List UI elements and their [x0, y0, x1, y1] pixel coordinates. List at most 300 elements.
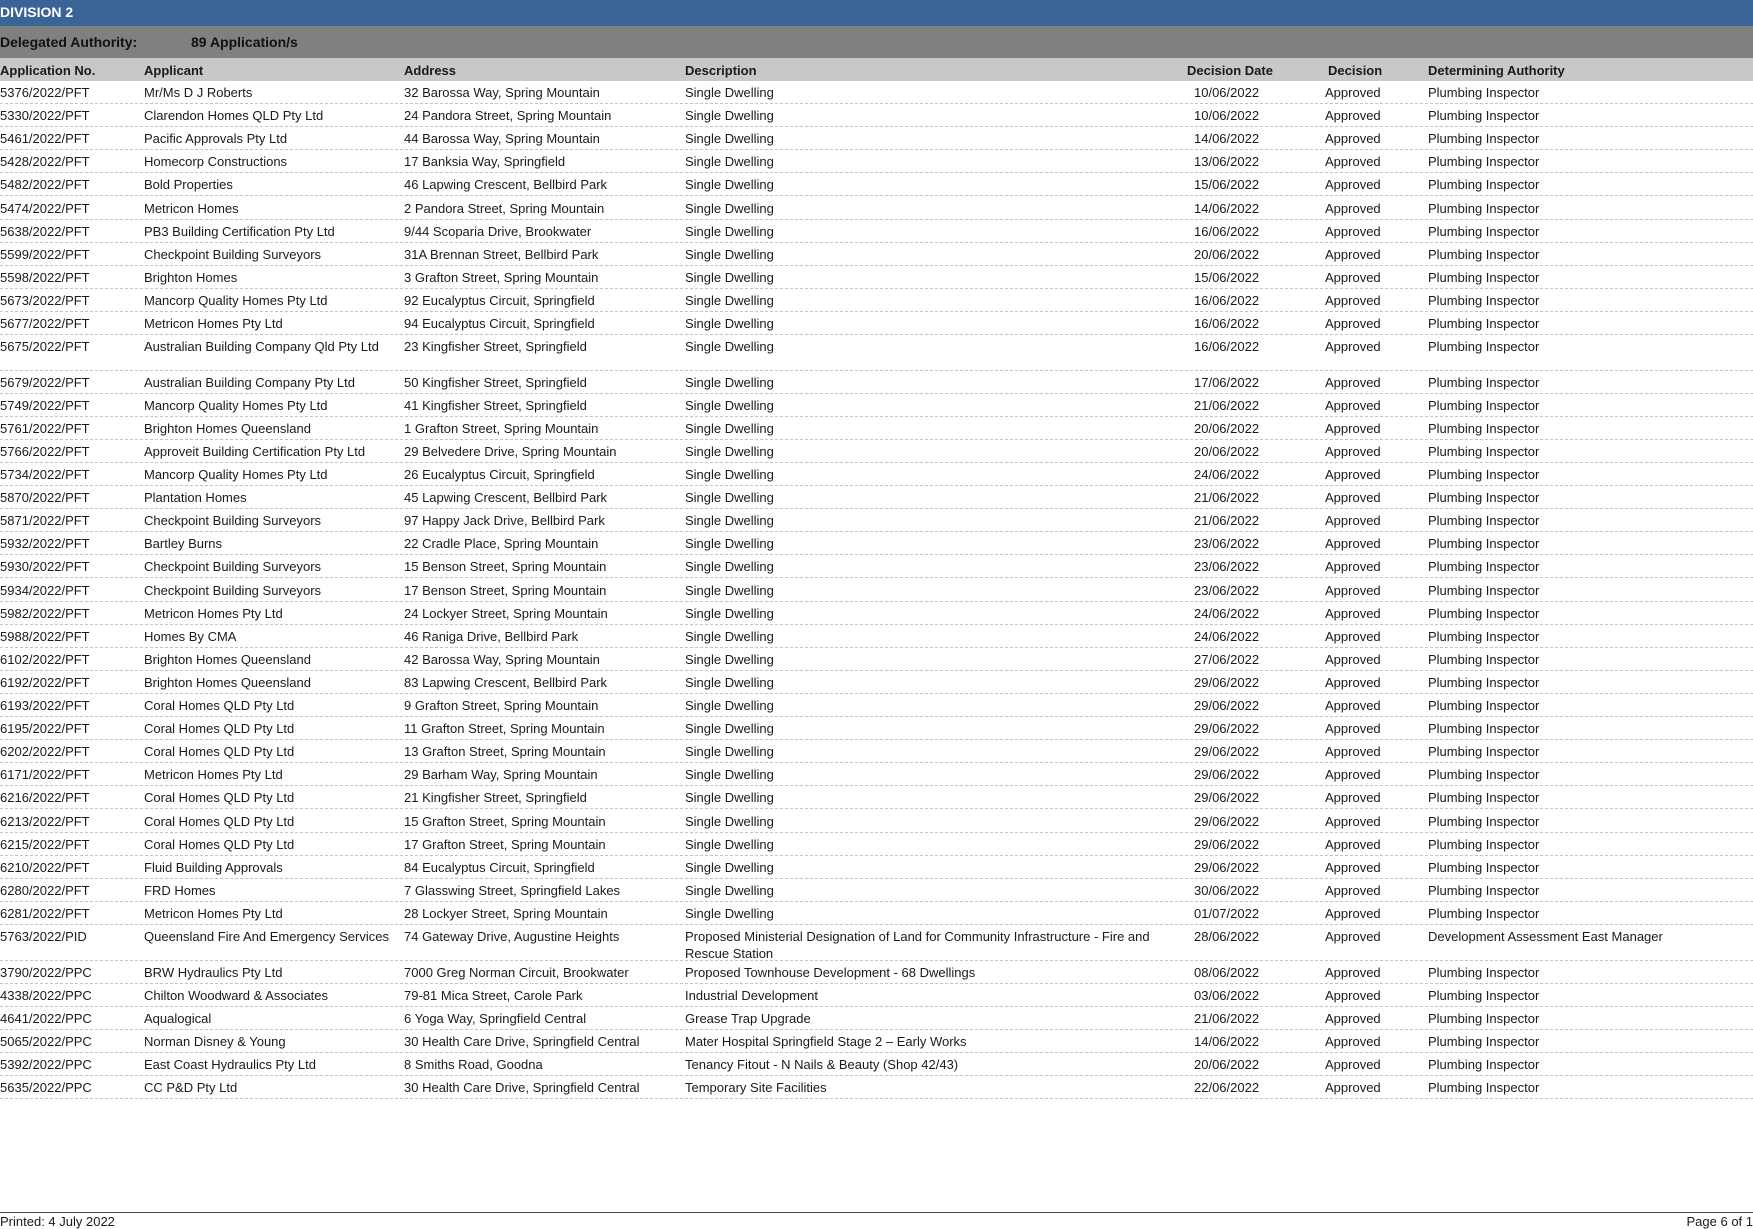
cell-application-no: 5932/2022/PFT	[0, 535, 90, 552]
cell-determining-authority: Plumbing Inspector	[1428, 489, 1539, 506]
cell-decision-date: 14/06/2022	[1194, 200, 1259, 217]
table-row	[0, 440, 1753, 463]
table-row	[0, 671, 1753, 694]
cell-applicant: Homecorp Constructions	[144, 153, 287, 170]
application-count: 89 Application/s	[191, 26, 298, 59]
cell-decision-date: 29/06/2022	[1194, 720, 1259, 737]
cell-determining-authority: Plumbing Inspector	[1428, 269, 1539, 286]
cell-address: 42 Barossa Way, Spring Mountain	[404, 651, 600, 668]
cell-decision: Approved	[1325, 512, 1381, 529]
cell-applicant: Australian Building Company Pty Ltd	[144, 374, 355, 391]
cell-description: Single Dwelling	[685, 338, 774, 355]
cell-decision-date: 21/06/2022	[1194, 489, 1259, 506]
cell-application-no: 5679/2022/PFT	[0, 374, 90, 391]
cell-address: 17 Banksia Way, Springfield	[404, 153, 565, 170]
cell-determining-authority: Plumbing Inspector	[1428, 720, 1539, 737]
table-row	[0, 579, 1753, 602]
cell-decision-date: 21/06/2022	[1194, 512, 1259, 529]
cell-address: 50 Kingfisher Street, Springfield	[404, 374, 587, 391]
cell-application-no: 5482/2022/PFT	[0, 176, 90, 193]
cell-address: 83 Lapwing Crescent, Bellbird Park	[404, 674, 607, 691]
cell-determining-authority: Development Assessment East Manager	[1428, 928, 1663, 945]
cell-applicant: Bold Properties	[144, 176, 233, 193]
cell-address: 22 Cradle Place, Spring Mountain	[404, 535, 598, 552]
cell-description: Single Dwelling	[685, 223, 774, 240]
cell-decision-date: 29/06/2022	[1194, 836, 1259, 853]
cell-determining-authority: Plumbing Inspector	[1428, 605, 1539, 622]
table-header	[0, 58, 1753, 81]
cell-address: 7000 Greg Norman Circuit, Brookwater	[404, 964, 629, 981]
table-row	[0, 740, 1753, 763]
cell-application-no: 6210/2022/PFT	[0, 859, 90, 876]
cell-address: 6 Yoga Way, Springfield Central	[404, 1010, 586, 1027]
table-row	[0, 961, 1753, 984]
cell-applicant: Checkpoint Building Surveyors	[144, 558, 321, 575]
cell-determining-authority: Plumbing Inspector	[1428, 766, 1539, 783]
cell-decision: Approved	[1325, 964, 1381, 981]
cell-application-no: 5673/2022/PFT	[0, 292, 90, 309]
header-address: Address	[404, 58, 456, 83]
cell-determining-authority: Plumbing Inspector	[1428, 905, 1539, 922]
table-row	[0, 335, 1753, 371]
cell-application-no: 6195/2022/PFT	[0, 720, 90, 737]
cell-applicant: Fluid Building Approvals	[144, 859, 283, 876]
table-row	[0, 220, 1753, 243]
cell-determining-authority: Plumbing Inspector	[1428, 107, 1539, 124]
cell-decision-date: 21/06/2022	[1194, 1010, 1259, 1027]
cell-applicant: Checkpoint Building Surveyors	[144, 582, 321, 599]
header-description: Description	[685, 58, 757, 83]
cell-applicant: Queensland Fire And Emergency Services	[144, 928, 394, 945]
cell-decision-date: 22/06/2022	[1194, 1079, 1259, 1096]
cell-application-no: 5870/2022/PFT	[0, 489, 90, 506]
cell-application-no: 5766/2022/PFT	[0, 443, 90, 460]
delegated-authority-bar	[0, 26, 1753, 58]
cell-decision: Approved	[1325, 269, 1381, 286]
cell-applicant: Aqualogical	[144, 1010, 211, 1027]
cell-decision: Approved	[1325, 223, 1381, 240]
cell-decision-date: 16/06/2022	[1194, 223, 1259, 240]
cell-determining-authority: Plumbing Inspector	[1428, 223, 1539, 240]
cell-application-no: 5675/2022/PFT	[0, 338, 90, 355]
cell-applicant: Metricon Homes Pty Ltd	[144, 315, 283, 332]
cell-description: Single Dwelling	[685, 605, 774, 622]
cell-determining-authority: Plumbing Inspector	[1428, 558, 1539, 575]
cell-address: 8 Smiths Road, Goodna	[404, 1056, 543, 1073]
cell-description: Mater Hospital Springfield Stage 2 – Early Works	[685, 1033, 967, 1050]
cell-decision: Approved	[1325, 674, 1381, 691]
cell-applicant: Brighton Homes Queensland	[144, 420, 311, 437]
cell-applicant: Brighton Homes	[144, 269, 237, 286]
cell-determining-authority: Plumbing Inspector	[1428, 1010, 1539, 1027]
table-row	[0, 902, 1753, 925]
cell-decision: Approved	[1325, 558, 1381, 575]
table-row	[0, 856, 1753, 879]
cell-applicant: FRD Homes	[144, 882, 216, 899]
cell-decision: Approved	[1325, 697, 1381, 714]
cell-application-no: 5761/2022/PFT	[0, 420, 90, 437]
cell-application-no: 5749/2022/PFT	[0, 397, 90, 414]
cell-address: 44 Barossa Way, Spring Mountain	[404, 130, 600, 147]
cell-decision: Approved	[1325, 84, 1381, 101]
cell-decision: Approved	[1325, 107, 1381, 124]
cell-determining-authority: Plumbing Inspector	[1428, 176, 1539, 193]
cell-decision: Approved	[1325, 535, 1381, 552]
cell-application-no: 6213/2022/PFT	[0, 813, 90, 830]
cell-address: 41 Kingfisher Street, Springfield	[404, 397, 587, 414]
cell-decision-date: 23/06/2022	[1194, 558, 1259, 575]
header-applicant: Applicant	[144, 58, 203, 83]
cell-determining-authority: Plumbing Inspector	[1428, 1079, 1539, 1096]
cell-description: Single Dwelling	[685, 466, 774, 483]
cell-determining-authority: Plumbing Inspector	[1428, 292, 1539, 309]
header-determining-authority: Determining Authority	[1428, 58, 1565, 83]
table-row	[0, 694, 1753, 717]
cell-determining-authority: Plumbing Inspector	[1428, 836, 1539, 853]
cell-decision: Approved	[1325, 1010, 1381, 1027]
cell-decision-date: 23/06/2022	[1194, 535, 1259, 552]
cell-description: Single Dwelling	[685, 512, 774, 529]
cell-application-no: 5392/2022/PPC	[0, 1056, 92, 1073]
cell-address: 30 Health Care Drive, Springfield Central	[404, 1079, 640, 1096]
cell-determining-authority: Plumbing Inspector	[1428, 374, 1539, 391]
table-row	[0, 104, 1753, 127]
cell-applicant: Bartley Burns	[144, 535, 222, 552]
cell-decision-date: 28/06/2022	[1194, 928, 1259, 945]
cell-decision: Approved	[1325, 628, 1381, 645]
table-row	[0, 312, 1753, 335]
cell-applicant: Australian Building Company Qld Pty Ltd	[144, 338, 394, 355]
cell-applicant: BRW Hydraulics Pty Ltd	[144, 964, 282, 981]
cell-description: Single Dwelling	[685, 315, 774, 332]
cell-description: Single Dwelling	[685, 582, 774, 599]
cell-decision-date: 21/06/2022	[1194, 397, 1259, 414]
cell-application-no: 4338/2022/PPC	[0, 987, 92, 1004]
cell-description: Single Dwelling	[685, 489, 774, 506]
cell-decision-date: 24/06/2022	[1194, 466, 1259, 483]
cell-address: 32 Barossa Way, Spring Mountain	[404, 84, 600, 101]
cell-decision: Approved	[1325, 651, 1381, 668]
cell-determining-authority: Plumbing Inspector	[1428, 651, 1539, 668]
cell-applicant: Pacific Approvals Pty Ltd	[144, 130, 287, 147]
cell-determining-authority: Plumbing Inspector	[1428, 964, 1539, 981]
cell-applicant: Mancorp Quality Homes Pty Ltd	[144, 466, 328, 483]
cell-description: Single Dwelling	[685, 813, 774, 830]
cell-address: 92 Eucalyptus Circuit, Springfield	[404, 292, 595, 309]
cell-determining-authority: Plumbing Inspector	[1428, 1056, 1539, 1073]
cell-application-no: 5734/2022/PFT	[0, 466, 90, 483]
table-row	[0, 763, 1753, 786]
table-row	[0, 417, 1753, 440]
cell-decision: Approved	[1325, 836, 1381, 853]
cell-decision-date: 29/06/2022	[1194, 859, 1259, 876]
cell-description: Single Dwelling	[685, 766, 774, 783]
cell-application-no: 5065/2022/PPC	[0, 1033, 92, 1050]
cell-description: Single Dwelling	[685, 558, 774, 575]
table-row	[0, 532, 1753, 555]
cell-description: Proposed Townhouse Development - 68 Dwellings	[685, 964, 975, 981]
cell-application-no: 5330/2022/PFT	[0, 107, 90, 124]
cell-applicant: Approveit Building Certification Pty Ltd	[144, 443, 365, 460]
cell-applicant: Metricon Homes	[144, 200, 239, 217]
cell-address: 30 Health Care Drive, Springfield Central	[404, 1033, 640, 1050]
cell-address: 84 Eucalyptus Circuit, Springfield	[404, 859, 595, 876]
cell-description: Single Dwelling	[685, 84, 774, 101]
cell-description: Single Dwelling	[685, 651, 774, 668]
table-row	[0, 173, 1753, 196]
cell-application-no: 5376/2022/PFT	[0, 84, 90, 101]
cell-address: 7 Glasswing Street, Springfield Lakes	[404, 882, 620, 899]
cell-decision: Approved	[1325, 987, 1381, 1004]
header-application-no: Application No.	[0, 58, 95, 83]
delegated-authority-label: Delegated Authority:	[0, 26, 137, 59]
cell-address: 46 Raniga Drive, Bellbird Park	[404, 628, 578, 645]
cell-decision-date: 10/06/2022	[1194, 107, 1259, 124]
table-row	[0, 625, 1753, 648]
division-title: DIVISION 2	[0, 4, 73, 20]
cell-applicant: Plantation Homes	[144, 489, 247, 506]
table-row	[0, 197, 1753, 220]
cell-decision: Approved	[1325, 200, 1381, 217]
cell-address: 74 Gateway Drive, Augustine Heights	[404, 928, 619, 945]
cell-decision-date: 17/06/2022	[1194, 374, 1259, 391]
cell-determining-authority: Plumbing Inspector	[1428, 466, 1539, 483]
cell-decision: Approved	[1325, 905, 1381, 922]
cell-decision-date: 20/06/2022	[1194, 443, 1259, 460]
cell-applicant: Mancorp Quality Homes Pty Ltd	[144, 292, 328, 309]
cell-description: Single Dwelling	[685, 443, 774, 460]
cell-decision-date: 20/06/2022	[1194, 246, 1259, 263]
cell-description: Single Dwelling	[685, 674, 774, 691]
cell-description: Single Dwelling	[685, 397, 774, 414]
cell-application-no: 3790/2022/PPC	[0, 964, 92, 981]
cell-decision: Approved	[1325, 443, 1381, 460]
cell-applicant: East Coast Hydraulics Pty Ltd	[144, 1056, 316, 1073]
cell-decision-date: 24/06/2022	[1194, 628, 1259, 645]
cell-description: Single Dwelling	[685, 107, 774, 124]
cell-decision: Approved	[1325, 766, 1381, 783]
cell-determining-authority: Plumbing Inspector	[1428, 987, 1539, 1004]
cell-determining-authority: Plumbing Inspector	[1428, 789, 1539, 806]
cell-decision-date: 08/06/2022	[1194, 964, 1259, 981]
cell-address: 28 Lockyer Street, Spring Mountain	[404, 905, 608, 922]
cell-address: 21 Kingfisher Street, Springfield	[404, 789, 587, 806]
cell-determining-authority: Plumbing Inspector	[1428, 200, 1539, 217]
cell-address: 45 Lapwing Crescent, Bellbird Park	[404, 489, 607, 506]
cell-address: 23 Kingfisher Street, Springfield	[404, 338, 587, 355]
cell-decision-date: 30/06/2022	[1194, 882, 1259, 899]
cell-address: 29 Barham Way, Spring Mountain	[404, 766, 598, 783]
cell-applicant: Coral Homes QLD Pty Ltd	[144, 743, 294, 760]
cell-decision-date: 29/06/2022	[1194, 789, 1259, 806]
cell-address: 79-81 Mica Street, Carole Park	[404, 987, 582, 1004]
cell-determining-authority: Plumbing Inspector	[1428, 397, 1539, 414]
cell-decision: Approved	[1325, 743, 1381, 760]
cell-decision: Approved	[1325, 1079, 1381, 1096]
cell-applicant: Metricon Homes Pty Ltd	[144, 905, 283, 922]
cell-decision: Approved	[1325, 789, 1381, 806]
cell-description: Single Dwelling	[685, 720, 774, 737]
cell-description: Single Dwelling	[685, 420, 774, 437]
cell-applicant: Chilton Woodward & Associates	[144, 987, 328, 1004]
cell-address: 15 Benson Street, Spring Mountain	[404, 558, 606, 575]
cell-decision: Approved	[1325, 338, 1381, 355]
table-row	[0, 879, 1753, 902]
cell-description: Tenancy Fitout - N Nails & Beauty (Shop 42/43)	[685, 1056, 958, 1073]
cell-description: Single Dwelling	[685, 859, 774, 876]
cell-application-no: 6171/2022/PFT	[0, 766, 90, 783]
cell-description: Single Dwelling	[685, 789, 774, 806]
cell-decision: Approved	[1325, 605, 1381, 622]
cell-decision-date: 20/06/2022	[1194, 1056, 1259, 1073]
cell-application-no: 6202/2022/PFT	[0, 743, 90, 760]
cell-decision-date: 20/06/2022	[1194, 420, 1259, 437]
cell-address: 15 Grafton Street, Spring Mountain	[404, 813, 606, 830]
cell-applicant: Homes By CMA	[144, 628, 236, 645]
cell-application-no: 5598/2022/PFT	[0, 269, 90, 286]
table-row	[0, 602, 1753, 625]
cell-decision: Approved	[1325, 813, 1381, 830]
cell-determining-authority: Plumbing Inspector	[1428, 582, 1539, 599]
division-header	[0, 0, 1753, 26]
cell-applicant: Brighton Homes Queensland	[144, 674, 311, 691]
cell-application-no: 5988/2022/PFT	[0, 628, 90, 645]
cell-determining-authority: Plumbing Inspector	[1428, 813, 1539, 830]
cell-decision-date: 29/06/2022	[1194, 674, 1259, 691]
cell-decision-date: 16/06/2022	[1194, 315, 1259, 332]
cell-decision: Approved	[1325, 859, 1381, 876]
cell-application-no: 5638/2022/PFT	[0, 223, 90, 240]
cell-applicant: Checkpoint Building Surveyors	[144, 512, 321, 529]
cell-address: 24 Pandora Street, Spring Mountain	[404, 107, 611, 124]
cell-decision-date: 29/06/2022	[1194, 766, 1259, 783]
table-row	[0, 266, 1753, 289]
cell-determining-authority: Plumbing Inspector	[1428, 338, 1539, 355]
table-row	[0, 648, 1753, 671]
cell-decision-date: 01/07/2022	[1194, 905, 1259, 922]
table-row	[0, 127, 1753, 150]
cell-application-no: 5428/2022/PFT	[0, 153, 90, 170]
cell-decision-date: 29/06/2022	[1194, 697, 1259, 714]
cell-decision: Approved	[1325, 130, 1381, 147]
table-row	[0, 81, 1753, 104]
cell-description: Single Dwelling	[685, 905, 774, 922]
cell-applicant: Coral Homes QLD Pty Ltd	[144, 813, 294, 830]
cell-application-no: 5871/2022/PFT	[0, 512, 90, 529]
cell-application-no: 5599/2022/PFT	[0, 246, 90, 263]
cell-decision: Approved	[1325, 489, 1381, 506]
cell-decision: Approved	[1325, 466, 1381, 483]
cell-description: Proposed Ministerial Designation of Land for Community Infrastructure - Fire and Rescue Station	[685, 928, 1175, 962]
cell-address: 94 Eucalyptus Circuit, Springfield	[404, 315, 595, 332]
cell-application-no: 6193/2022/PFT	[0, 697, 90, 714]
cell-description: Industrial Development	[685, 987, 818, 1004]
cell-decision: Approved	[1325, 397, 1381, 414]
cell-description: Single Dwelling	[685, 743, 774, 760]
cell-address: 1 Grafton Street, Spring Mountain	[404, 420, 598, 437]
cell-application-no: 5934/2022/PFT	[0, 582, 90, 599]
cell-application-no: 5930/2022/PFT	[0, 558, 90, 575]
cell-description: Single Dwelling	[685, 246, 774, 263]
cell-decision-date: 24/06/2022	[1194, 605, 1259, 622]
cell-description: Single Dwelling	[685, 200, 774, 217]
cell-application-no: 5982/2022/PFT	[0, 605, 90, 622]
table-row	[0, 509, 1753, 532]
cell-determining-authority: Plumbing Inspector	[1428, 1033, 1539, 1050]
cell-decision: Approved	[1325, 582, 1381, 599]
cell-applicant: Mancorp Quality Homes Pty Ltd	[144, 397, 328, 414]
cell-description: Single Dwelling	[685, 882, 774, 899]
cell-decision-date: 29/06/2022	[1194, 813, 1259, 830]
cell-determining-authority: Plumbing Inspector	[1428, 512, 1539, 529]
cell-description: Single Dwelling	[685, 153, 774, 170]
table-row	[0, 1053, 1753, 1076]
cell-description: Single Dwelling	[685, 130, 774, 147]
cell-application-no: 6102/2022/PFT	[0, 651, 90, 668]
cell-determining-authority: Plumbing Inspector	[1428, 443, 1539, 460]
cell-determining-authority: Plumbing Inspector	[1428, 153, 1539, 170]
header-decision: Decision	[1328, 58, 1382, 83]
cell-application-no: 5763/2022/PID	[0, 928, 87, 945]
cell-address: 29 Belvedere Drive, Spring Mountain	[404, 443, 616, 460]
table-row	[0, 243, 1753, 266]
cell-decision: Approved	[1325, 882, 1381, 899]
cell-description: Single Dwelling	[685, 535, 774, 552]
cell-applicant: Mr/Ms D J Roberts	[144, 84, 252, 101]
cell-decision-date: 16/06/2022	[1194, 338, 1259, 355]
cell-address: 9 Grafton Street, Spring Mountain	[404, 697, 598, 714]
cell-applicant: Coral Homes QLD Pty Ltd	[144, 697, 294, 714]
cell-determining-authority: Plumbing Inspector	[1428, 420, 1539, 437]
cell-description: Single Dwelling	[685, 836, 774, 853]
cell-decision-date: 29/06/2022	[1194, 743, 1259, 760]
cell-address: 26 Eucalyptus Circuit, Springfield	[404, 466, 595, 483]
cell-determining-authority: Plumbing Inspector	[1428, 743, 1539, 760]
cell-decision: Approved	[1325, 315, 1381, 332]
cell-determining-authority: Plumbing Inspector	[1428, 130, 1539, 147]
table-row	[0, 786, 1753, 809]
cell-description: Single Dwelling	[685, 697, 774, 714]
cell-decision: Approved	[1325, 246, 1381, 263]
cell-application-no: 6281/2022/PFT	[0, 905, 90, 922]
cell-determining-authority: Plumbing Inspector	[1428, 697, 1539, 714]
table-row	[0, 486, 1753, 509]
table-row	[0, 150, 1753, 173]
page-number: Page 6 of 1	[1687, 1214, 1753, 1229]
cell-decision-date: 03/06/2022	[1194, 987, 1259, 1004]
cell-decision: Approved	[1325, 720, 1381, 737]
table-row	[0, 555, 1753, 578]
cell-decision: Approved	[1325, 1056, 1381, 1073]
cell-applicant: Checkpoint Building Surveyors	[144, 246, 321, 263]
cell-determining-authority: Plumbing Inspector	[1428, 674, 1539, 691]
cell-address: 2 Pandora Street, Spring Mountain	[404, 200, 604, 217]
cell-description: Grease Trap Upgrade	[685, 1010, 811, 1027]
cell-decision-date: 13/06/2022	[1194, 153, 1259, 170]
table-row	[0, 810, 1753, 833]
cell-decision: Approved	[1325, 928, 1381, 945]
cell-address: 9/44 Scoparia Drive, Brookwater	[404, 223, 591, 240]
cell-address: 3 Grafton Street, Spring Mountain	[404, 269, 598, 286]
cell-determining-authority: Plumbing Inspector	[1428, 882, 1539, 899]
cell-decision-date: 14/06/2022	[1194, 130, 1259, 147]
cell-description: Single Dwelling	[685, 269, 774, 286]
table-row	[0, 371, 1753, 394]
cell-decision-date: 10/06/2022	[1194, 84, 1259, 101]
cell-address: 97 Happy Jack Drive, Bellbird Park	[404, 512, 605, 529]
cell-description: Temporary Site Facilities	[685, 1079, 827, 1096]
cell-decision-date: 14/06/2022	[1194, 1033, 1259, 1050]
